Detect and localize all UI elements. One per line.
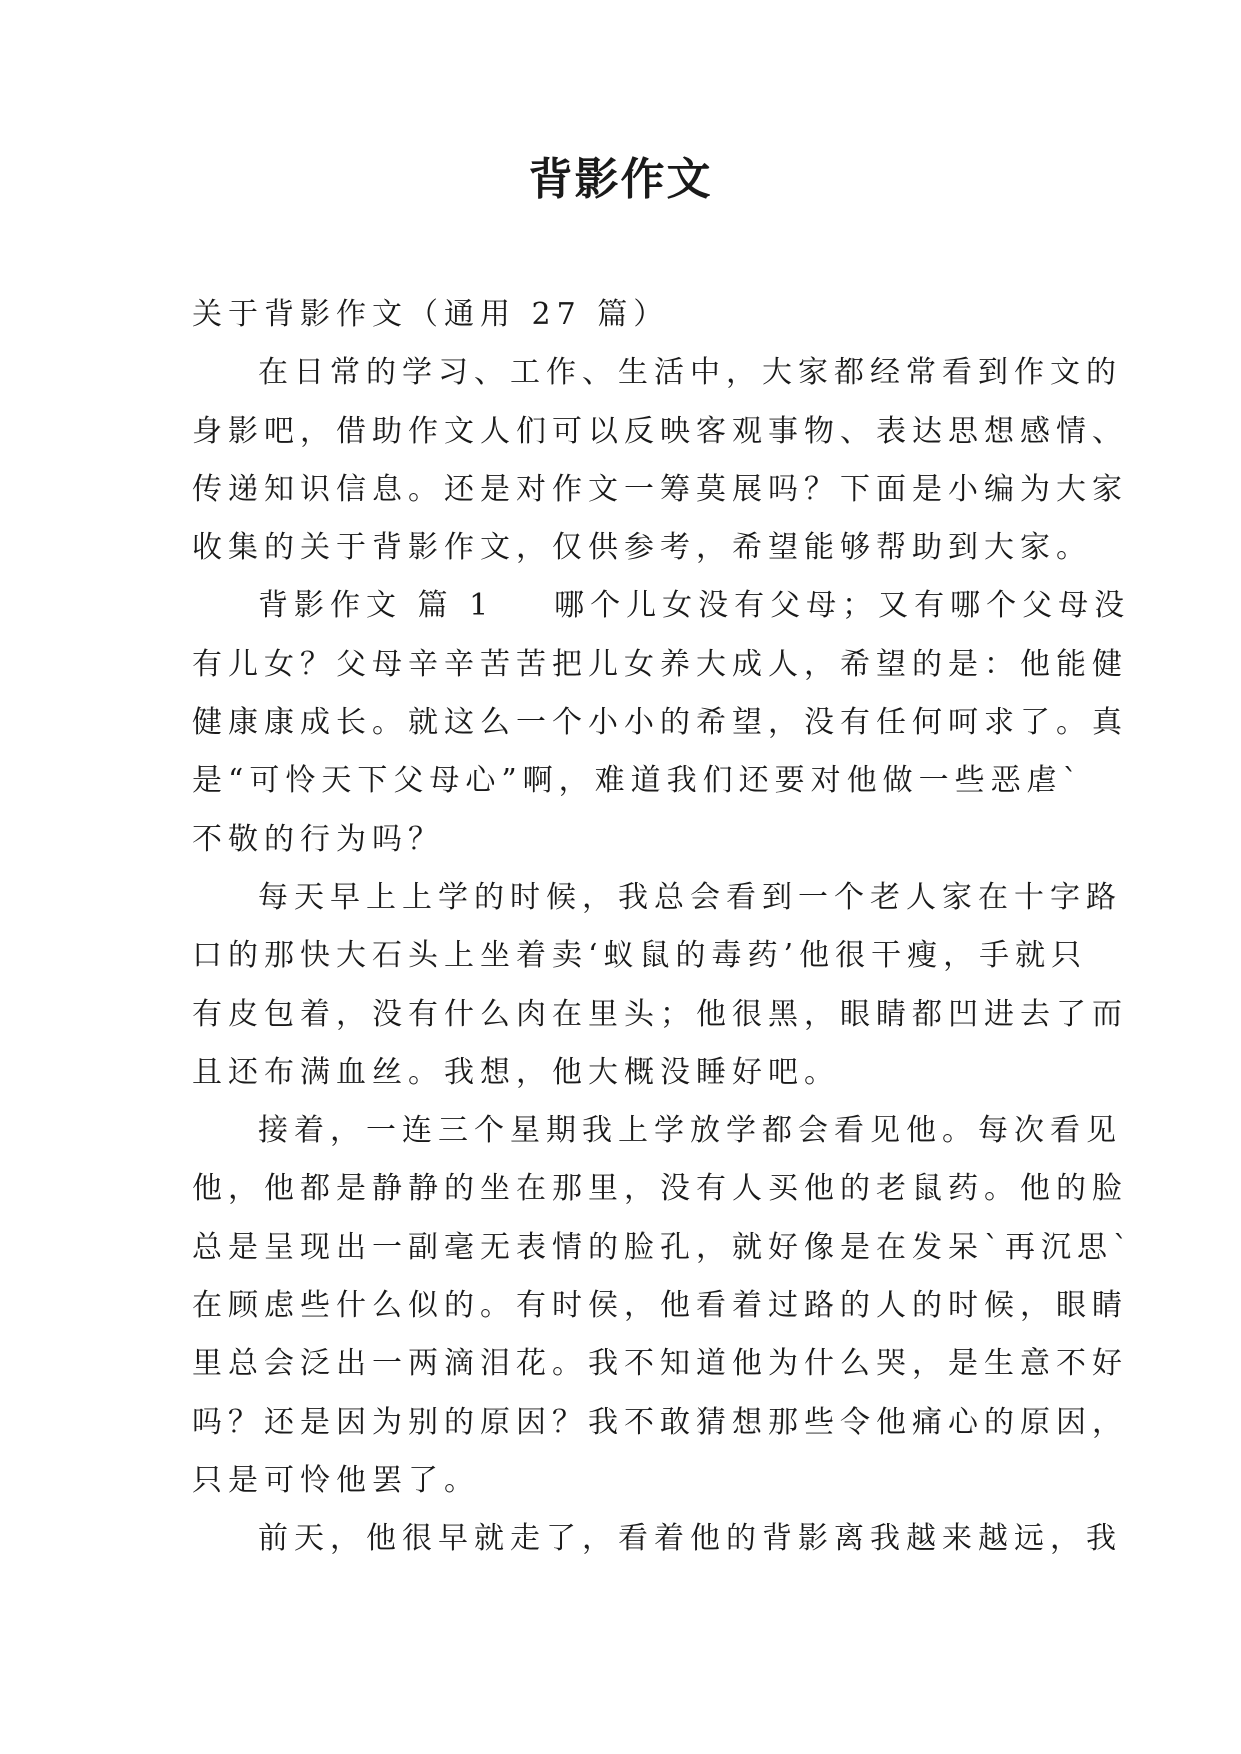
paragraph-line: 健康康成长。就这么一个小小的希望，没有任何呵求了。真 <box>192 705 1128 741</box>
section-heading: 背影作文 篇 1 <box>258 588 495 624</box>
paragraph-line: 在日常的学习、工作、生活中，大家都经常看到作文的 <box>258 355 1122 391</box>
paragraph-line: 收集的关于背影作文，仅供参考，希望能够帮助到大家。 <box>192 530 1092 566</box>
paragraph-line: 总是呈现出一副毫无表情的脸孔，就好像是在发呆`再沉思` <box>192 1229 1134 1265</box>
paragraph-line: 不敬的行为吗？ <box>192 821 444 857</box>
paragraph-line: 只是可怜他罢了。 <box>192 1462 480 1498</box>
paragraph-line: 在顾虑些什么似的。有时侯，他看着过路的人的时候，眼睛 <box>192 1288 1128 1324</box>
paragraph-line: 有儿女？父母辛辛苦苦把儿女养大成人，希望的是：他能健 <box>192 646 1128 682</box>
subtitle-line: 关于背影作文（通用 27 篇） <box>192 297 670 332</box>
paragraph-line: 里总会泛出一两滴泪花。我不知道他为什么哭，是生意不好 <box>192 1346 1128 1382</box>
paragraph-line: 他，他都是静静的坐在那里，没有人买他的老鼠药。他的脸 <box>192 1171 1128 1207</box>
paragraph-line: 是“可怜天下父母心”啊，难道我们还要对他做一些恶虐` <box>192 763 1084 799</box>
document-title: 背影作文 <box>528 154 713 205</box>
paragraph-line: 传递知识信息。还是对作文一筹莫展吗？下面是小编为大家 <box>192 471 1128 507</box>
paragraph-line: 有皮包着，没有什么肉在里头；他很黑，眼睛都凹进去了而 <box>192 996 1128 1032</box>
paragraph-line: 接着，一连三个星期我上学放学都会看见他。每次看见 <box>258 1113 1122 1149</box>
paragraph-line: 吗？还是因为别的原因？我不敢猜想那些令他痛心的原因， <box>192 1404 1128 1440</box>
document-body <box>192 286 1134 1569</box>
paragraph-line: 身影吧，借助作文人们可以反映客观事物、表达思想感情、 <box>192 413 1128 449</box>
section-heading-line <box>192 577 1131 635</box>
paragraph-line: 口的那快大石头上坐着卖‘蚁鼠的毒药’他很干瘦，手就只 <box>192 938 1088 974</box>
paragraph-line: 每天早上上学的时候，我总会看到一个老人家在十字路 <box>258 879 1122 915</box>
paragraph-line: 前天，他很早就走了，看着他的背影离我越来越远，我 <box>258 1521 1122 1557</box>
paragraph-line: 且还布满血丝。我想，他大概没睡好吧。 <box>192 1054 840 1090</box>
section-first-line: 哪个儿女没有父母；又有哪个父母没 <box>554 588 1131 624</box>
